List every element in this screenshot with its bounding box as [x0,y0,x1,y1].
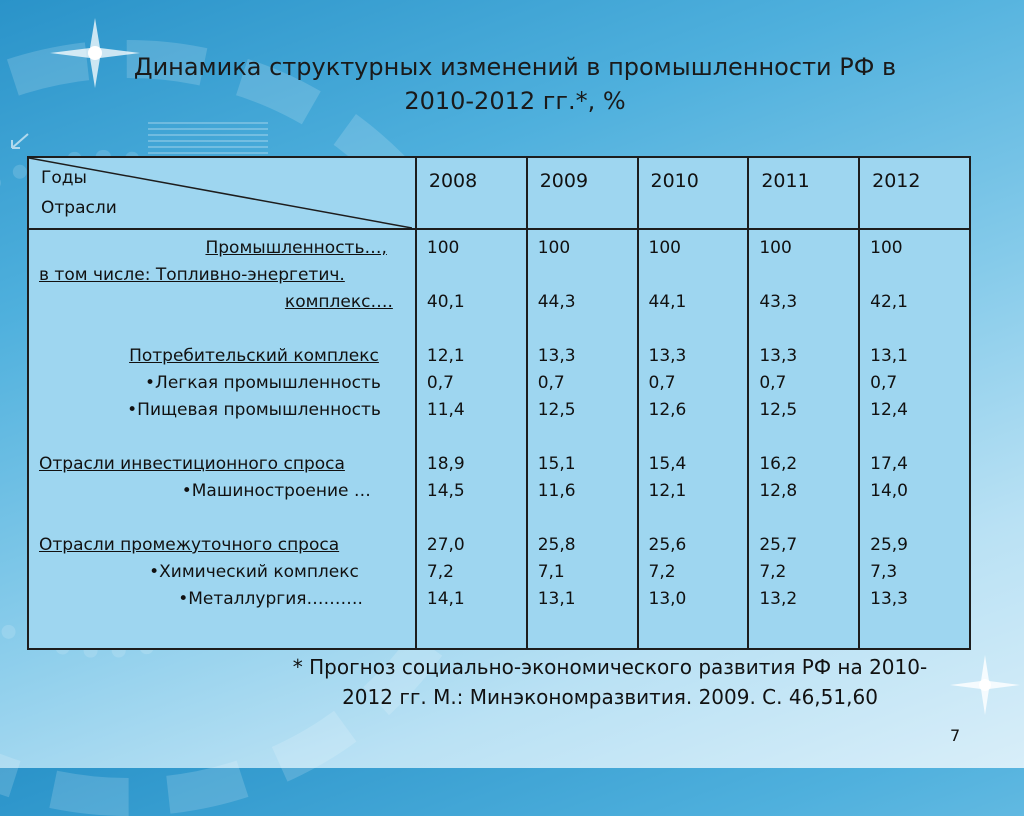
branch-label: Отрасли инвестиционного спроса [39,454,345,474]
table-cell-value: 12,5 [537,400,576,420]
table-cell-value: 25,9 [870,535,908,555]
branch-label: •Металлургия………. [178,589,363,609]
year-column [638,229,749,649]
year-header: 2010 [638,157,749,229]
year-column [859,229,970,649]
table-cell-value: 12,1 [426,346,465,366]
table-cell-value: 13,1 [870,346,908,366]
table-cell-value: 7,1 [537,562,565,582]
table-cell-value: 18,9 [426,454,465,474]
header-years-label: Годы [41,168,87,188]
table-cell-value: 100 [426,238,460,258]
branch-label: •Легкая промышленность [145,373,381,393]
table-cell-value: 25,6 [648,535,687,555]
table-cell-value: 44,3 [537,292,576,312]
branch-label: •Химический комплекс [149,562,359,582]
slide-title [120,50,910,118]
table-cell-value: 16,2 [759,454,798,474]
table-cell-value: 0,7 [759,373,787,393]
header-corner-cell [28,157,416,229]
table-cell-value: 13,3 [648,346,687,366]
table-cell-value: 100 [648,238,681,258]
slide-title-line1: Динамика структурных изменений в промышленности РФ в [133,53,897,81]
year-column [527,229,638,649]
table-cell-value: 13,1 [537,589,576,609]
branch-label: Потребительский комплекс [129,346,379,366]
year-header: 2008 [416,157,527,229]
table-cell-value: 11,6 [537,481,576,501]
header-branches-label: Отрасли [41,198,117,218]
table-cell-value: 12,4 [870,400,908,420]
year-header: 2012 [859,157,970,229]
year-column [748,229,859,649]
branch-label: Отрасли промежуточного спроса [39,535,340,555]
table-cell-value: 25,7 [759,535,798,555]
table-cell-value: 12,6 [648,400,687,420]
page-number: 7 [950,726,961,745]
footnote-line2: 2012 гг. М.: Минэкономразвития. 2009. С. 46,51,60 [342,685,878,709]
table-cell-value: 13,0 [648,589,687,609]
table-cell-value: 13,3 [537,346,576,366]
table-cell-value: 14,5 [426,481,465,501]
table-cell-value: 27,0 [426,535,465,555]
table-cell-value: 7,2 [426,562,454,582]
table-cell-value: 100 [759,238,792,258]
table-cell-value: 11,4 [426,400,465,420]
table-cell-value: 100 [870,238,903,258]
year-header: 2009 [527,157,638,229]
table-cell-value: 0,7 [537,373,565,393]
table-cell-value: 43,3 [759,292,798,312]
arrow-decor-icon [8,132,32,152]
table-cell-value: 14,0 [870,481,908,501]
branch-label: в том числе: Топливно-энергетич. [39,265,345,285]
table-cell-value: 0,7 [426,373,454,393]
source-footnote [240,652,980,712]
table-body-row [28,229,970,649]
branch-label: Промышленность…, [205,238,387,258]
table-cell-value: 25,8 [537,535,576,555]
table-cell-value: 13,3 [759,346,798,366]
table-cell-value: 7,2 [759,562,787,582]
industry-structure-table [27,156,971,650]
table-cell-value: 12,1 [648,481,687,501]
table-cell-value: 15,1 [537,454,576,474]
table-cell-value: 0,7 [648,373,676,393]
table-cell-value: 42,1 [870,292,908,312]
table-cell-value: 7,3 [870,562,898,582]
table-cell-value: 17,4 [870,454,908,474]
table-header-row [28,157,970,229]
table-cell-value: 13,3 [870,589,908,609]
year-column [416,229,527,649]
branch-label: комплекс…. [284,292,393,312]
table-cell-value: 13,2 [759,589,798,609]
table-cell-value: 7,2 [648,562,676,582]
table-cell-value: 0,7 [870,373,898,393]
table-cell-value: 44,1 [648,292,687,312]
table-cell-value: 40,1 [426,292,465,312]
table-cell-value: 12,5 [759,400,798,420]
branch-label: •Пищевая промышленность [127,400,381,420]
table-cell-value: 15,4 [648,454,687,474]
branch-label: •Машиностроение … [181,481,371,501]
slide-title-line2: 2010-2012 гг.*, % [404,87,626,115]
table-cell-value: 100 [537,238,571,258]
branch-names-cell [28,229,416,649]
table-cell-value: 12,8 [759,481,798,501]
year-header: 2011 [748,157,859,229]
footnote-line1: * Прогноз социально-экономического развития РФ на 2010- [292,655,928,679]
table-cell-value: 14,1 [426,589,465,609]
